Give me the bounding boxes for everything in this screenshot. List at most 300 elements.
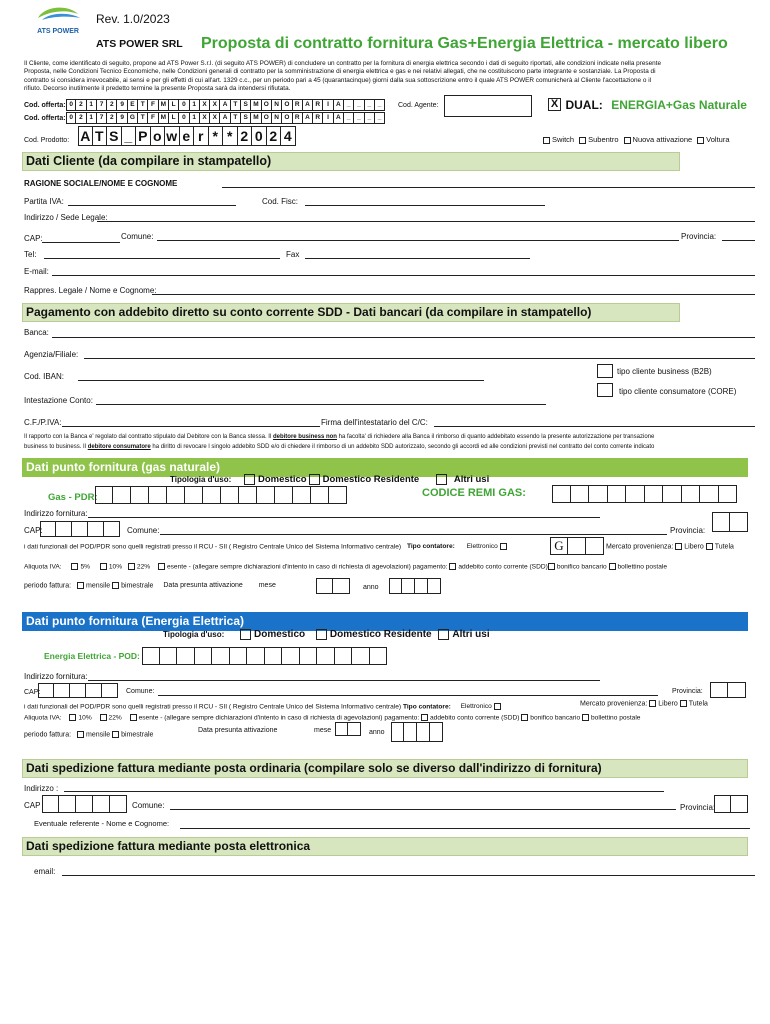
remi-cell[interactable] xyxy=(719,485,738,503)
gas-libero-checkbox[interactable] xyxy=(675,543,682,550)
section-title-cliente: Dati Cliente (da compilare in stampatello) xyxy=(26,154,272,168)
mese-cell[interactable] xyxy=(316,578,333,594)
rappres-legale-label: Rappres. Legale / Nome e Cognome: xyxy=(24,286,157,295)
pod-cell[interactable] xyxy=(300,647,318,665)
contatore-cell[interactable] xyxy=(586,537,604,555)
remi-cell[interactable] xyxy=(589,485,608,503)
gas-altri-label: Altri usi xyxy=(453,474,490,486)
gas-elettronico-label: Elettronico xyxy=(466,543,498,551)
cod-offerta-cell[interactable]: S xyxy=(241,112,251,124)
anno-cell[interactable] xyxy=(430,722,443,742)
cod-offerta-cell[interactable]: F xyxy=(148,99,158,111)
remi-cell[interactable] xyxy=(552,485,571,503)
cod-offerta-cell[interactable]: M xyxy=(251,99,261,111)
ee-bollettino-checkbox[interactable] xyxy=(582,714,589,721)
ee-provincia-label: Provincia: xyxy=(672,688,703,695)
provincia-cell[interactable] xyxy=(710,682,728,698)
fax-field[interactable] xyxy=(305,258,530,259)
ee-elettronico-checkbox[interactable] xyxy=(494,703,501,710)
cod-offerta-cell[interactable]: 1 xyxy=(190,112,200,124)
pdr-cell[interactable] xyxy=(149,486,167,504)
tel-field[interactable] xyxy=(44,258,280,259)
core-checkbox[interactable] xyxy=(597,383,613,397)
anno-cell[interactable] xyxy=(389,578,402,594)
cod-offerta-cell[interactable]: _ xyxy=(375,112,385,124)
ee-comune-field[interactable] xyxy=(158,695,658,696)
cod-offerta-cell[interactable]: A xyxy=(334,112,344,124)
section-title-gas: Dati punto fornitura (gas naturale) xyxy=(26,460,221,474)
gas-tutela-label: Tutela xyxy=(714,543,734,551)
rappres-legale-field[interactable] xyxy=(152,294,755,295)
remi-label: CODICE REMI GAS: xyxy=(422,487,526,499)
cod-prodotto-cell[interactable]: 4 xyxy=(281,126,296,146)
provincia-cell[interactable] xyxy=(730,512,748,532)
ragione-sociale-field[interactable] xyxy=(222,187,755,188)
gas-funzionali-text: i dati funzionali del POD/PDR sono quelli registrati presso il RCU - SII ( Registro Centrale Unico del Sistema Informativo centrale) xyxy=(24,543,402,551)
cod-offerta-cell[interactable]: M xyxy=(159,112,169,124)
cod-offerta-cell[interactable]: A xyxy=(220,112,230,124)
pdr-cell[interactable] xyxy=(95,486,113,504)
provincia-cell[interactable] xyxy=(731,795,748,813)
cap-label: CAP: xyxy=(24,234,43,243)
sped-provincia-cells[interactable] xyxy=(714,795,748,813)
switch-option-checkbox[interactable] xyxy=(697,137,704,144)
cod-agente-label: Cod. Agente: xyxy=(398,102,439,109)
cod-offerta-cell[interactable]: 0 xyxy=(179,99,189,111)
elettronica-email-label: email: xyxy=(34,867,56,876)
cod-offerta-cell[interactable]: _ xyxy=(354,99,364,111)
agenzia-field[interactable] xyxy=(84,358,755,359)
cod-prodotto-cells xyxy=(78,126,296,146)
gas-addebito-checkbox[interactable] xyxy=(449,563,456,570)
pod-cell[interactable] xyxy=(317,647,335,665)
section-title-elettronica: Dati spedizione fattura mediante posta elettronica xyxy=(26,839,311,853)
cod-offerta-cell[interactable]: 0 xyxy=(66,99,76,111)
sdd-note-text: business to business. Il xyxy=(24,443,88,450)
ee-mese-label: mese xyxy=(314,727,332,734)
ee-provincia-cells[interactable] xyxy=(710,682,746,698)
email-field[interactable] xyxy=(52,275,755,276)
cod-offerta-cell[interactable]: 1 xyxy=(87,99,97,111)
cod-offerta-cell[interactable]: S xyxy=(241,99,251,111)
mese-cell[interactable] xyxy=(333,578,350,594)
pdr-cell[interactable] xyxy=(311,486,329,504)
ats-power-logo-icon xyxy=(30,4,86,38)
cod-offerta-cell[interactable]: L xyxy=(169,112,179,124)
pdr-cell[interactable] xyxy=(203,486,221,504)
anno-cell[interactable] xyxy=(391,722,404,742)
pdr-cell[interactable] xyxy=(221,486,239,504)
cap-cell[interactable] xyxy=(42,795,59,813)
cod-offerta-cell[interactable]: 2 xyxy=(107,99,117,111)
cod-offerta-cell[interactable]: 9 xyxy=(117,99,127,111)
pdr-cell[interactable] xyxy=(257,486,275,504)
ee-al22-checkbox[interactable] xyxy=(100,714,107,721)
ee-al22-label: 22% xyxy=(108,714,122,722)
ee-data-attivazione-label: Data presunta attivazione xyxy=(198,727,278,734)
pod-cell[interactable] xyxy=(142,647,160,665)
gas-al10-checkbox[interactable] xyxy=(100,563,107,570)
ee-mensile-checkbox[interactable] xyxy=(77,731,84,738)
cap-cell[interactable] xyxy=(110,795,127,813)
iban-field[interactable] xyxy=(78,380,484,381)
cap-cell[interactable] xyxy=(86,683,102,698)
cod-offerta-cell[interactable]: A xyxy=(334,99,344,111)
ee-domestico-checkbox[interactable] xyxy=(240,629,251,640)
intro-line: rifiuto. Decorso inutilmente il predetto termine la presente Proposta sarà da intendersi rifiutata. xyxy=(24,85,291,93)
anno-cell[interactable] xyxy=(404,722,417,742)
pod-cell[interactable] xyxy=(335,647,353,665)
cap-cell[interactable] xyxy=(88,521,104,537)
cap-cell[interactable] xyxy=(54,683,70,698)
gas-periodo-label: periodo fattura: xyxy=(24,582,72,590)
cod-offerta-cell[interactable]: O xyxy=(262,99,272,111)
cap-cell[interactable] xyxy=(102,683,118,698)
switch-option-label: Subentro xyxy=(588,135,619,144)
cod-offerta-cell[interactable]: 2 xyxy=(107,112,117,124)
ee-bollettino-label: bollettino postale xyxy=(590,714,641,722)
remi-cells[interactable] xyxy=(552,485,737,503)
ee-tutela-checkbox[interactable] xyxy=(680,700,687,707)
pdr-cell[interactable] xyxy=(185,486,203,504)
sdd-note-emph: debitore business non xyxy=(272,434,337,440)
ee-tipologia-options xyxy=(240,629,490,640)
cod-prodotto-cell[interactable]: w xyxy=(165,126,180,146)
cod-offerta-cell[interactable]: M xyxy=(159,99,169,111)
pdr-cell[interactable] xyxy=(113,486,131,504)
switch-option-checkbox[interactable] xyxy=(543,137,550,144)
pdr-cell[interactable] xyxy=(167,486,185,504)
gas-comune-label: Comune: xyxy=(127,526,160,535)
comune-label: Comune: xyxy=(121,232,154,241)
revision: Rev. 1.0/2023 xyxy=(96,12,170,26)
ee-mercato-row xyxy=(580,700,708,707)
partita-iva-field[interactable] xyxy=(68,205,236,206)
remi-cell[interactable] xyxy=(700,485,719,503)
cod-prodotto-cell[interactable]: T xyxy=(93,126,108,146)
cf-piva-field[interactable] xyxy=(62,426,320,427)
pod-cell[interactable] xyxy=(230,647,248,665)
cod-offerta-cell[interactable]: R xyxy=(313,99,323,111)
cod-offerta-cell[interactable]: A xyxy=(220,99,230,111)
gas-elettronico-checkbox[interactable] xyxy=(500,543,507,550)
intestazione-field[interactable] xyxy=(96,404,546,405)
anno-cell[interactable] xyxy=(428,578,441,594)
pdr-cell[interactable] xyxy=(329,486,347,504)
pod-cell[interactable] xyxy=(247,647,265,665)
gas-bimestrale-checkbox[interactable] xyxy=(112,582,119,589)
ee-tutela-label: Tutela xyxy=(688,700,708,708)
gas-mensile-checkbox[interactable] xyxy=(77,582,84,589)
gas-tipologia-label: Tipologia d'uso: xyxy=(170,475,232,484)
cod-prodotto-cell[interactable]: 0 xyxy=(252,126,267,146)
cod-offerta-cell[interactable]: 0 xyxy=(179,112,189,124)
cod-prodotto-cell[interactable]: o xyxy=(151,126,166,146)
cod-offerta-cell[interactable]: 9 xyxy=(117,112,127,124)
cod-offerta-cell[interactable]: O xyxy=(262,112,272,124)
anno-cell[interactable] xyxy=(415,578,428,594)
cap-cell[interactable] xyxy=(40,521,56,537)
gas-funzionali-row xyxy=(24,543,509,550)
ee-bimestrale-checkbox[interactable] xyxy=(112,731,119,738)
sdd-note-text: ha diritto di revocare l singolo addebito SDD e/o di chiedere il rimborso di un addebito SDD autorizzato, secondo gli accordi ed alle condizioni previsti nel contratto del conto corrente indicato xyxy=(150,443,655,450)
ee-tipologia-label: Tipologia d'uso: xyxy=(163,630,225,639)
ee-domestico-res-label: Domestico Residente xyxy=(329,629,432,641)
sped-cap-cells[interactable] xyxy=(42,795,127,813)
provincia-cell[interactable] xyxy=(712,512,730,532)
pod-cell[interactable] xyxy=(177,647,195,665)
ee-periodo-row xyxy=(24,731,153,738)
provincia-cell[interactable] xyxy=(714,795,731,813)
cod-offerta-cell[interactable]: 2 xyxy=(76,99,86,111)
cap-cell[interactable] xyxy=(70,683,86,698)
ee-domestico-res-checkbox[interactable] xyxy=(316,629,327,640)
cod-offerta-cell[interactable]: T xyxy=(231,112,241,124)
ee-altri-checkbox[interactable] xyxy=(438,629,449,640)
ee-mese-cells[interactable] xyxy=(335,722,361,736)
ee-bimestrale-label: bimestrale xyxy=(121,731,154,739)
gas-data-attivazione-label: Data presunta attivazione xyxy=(163,582,243,590)
ee-bonifico-checkbox[interactable] xyxy=(521,714,528,721)
cod-offerta-cell[interactable]: R xyxy=(293,99,303,111)
intro-line: Il Cliente, come identificato di seguito, propone ad ATS Power S.r.l. (di seguito ATS POWER) di concludere un contratto per la fornitura di energia elettrica secondo i dati di seguito riportati, alle condizioni indicate nella presente xyxy=(24,60,662,67)
cod-offerta-cell[interactable]: X xyxy=(210,112,220,124)
remi-cell[interactable] xyxy=(608,485,627,503)
ee-esente-label: esente - (allegare sempre dichiarazioni d'intento in caso di richiesta di agevolazioni) xyxy=(138,714,383,722)
remi-cell[interactable] xyxy=(682,485,701,503)
provincia-field[interactable] xyxy=(722,240,755,241)
cod-offerta-cell[interactable]: O xyxy=(282,112,292,124)
cod-offerta-cell[interactable]: 1 xyxy=(190,99,200,111)
sdd-note xyxy=(24,433,754,452)
cap-cell[interactable] xyxy=(38,683,54,698)
pod-cell[interactable] xyxy=(212,647,230,665)
elettronica-email-field[interactable] xyxy=(62,875,755,876)
cf-piva-label: C.F./P.IVA: xyxy=(24,418,62,427)
cod-offerta-cell[interactable]: 7 xyxy=(97,99,107,111)
partita-iva-label: Partita IVA: xyxy=(24,197,64,206)
ee-aliquota-label: Aliquota IVA: xyxy=(24,714,62,722)
cod-offerta-cell[interactable]: O xyxy=(282,99,292,111)
firma-field[interactable] xyxy=(434,426,755,427)
cod-prodotto-cell[interactable]: * xyxy=(209,126,224,146)
cod-offerta-cells-ee xyxy=(66,99,385,111)
pdr-cell[interactable] xyxy=(275,486,293,504)
gas-al5-label: 5% xyxy=(80,563,91,571)
gas-domestico-label: Domestico xyxy=(258,474,307,486)
cod-offerta-cell[interactable]: _ xyxy=(365,99,375,111)
cap-cell[interactable] xyxy=(72,521,88,537)
cap-cell[interactable] xyxy=(93,795,110,813)
pod-cell[interactable] xyxy=(370,647,388,665)
cod-offerta-cell[interactable]: L xyxy=(169,99,179,111)
b2b-checkbox[interactable] xyxy=(597,364,613,378)
gas-al22-label: 22% xyxy=(136,563,151,571)
remi-cell[interactable] xyxy=(663,485,682,503)
ee-bonifico-label: bonifico bancario xyxy=(530,714,581,722)
ee-mercato-label: Mercato provenienza: xyxy=(580,700,648,708)
ee-cap-cells[interactable] xyxy=(38,683,118,698)
cod-offerta-cell[interactable]: A xyxy=(303,99,313,111)
cod-offerta-cell[interactable]: G xyxy=(128,112,138,124)
gas-mese-label: mese xyxy=(258,582,276,590)
pod-cell[interactable] xyxy=(352,647,370,665)
ee-al10-checkbox[interactable] xyxy=(69,714,76,721)
cod-prodotto-cell[interactable]: A xyxy=(78,126,93,146)
contatore-cell[interactable] xyxy=(568,537,586,555)
gas-mese-cells[interactable] xyxy=(316,578,350,594)
pdr-cell[interactable] xyxy=(239,486,257,504)
dual-checkbox[interactable]: X xyxy=(548,98,561,111)
dual-option[interactable] xyxy=(548,96,747,114)
ee-elettronico-label: Elettronico xyxy=(460,703,492,711)
ee-libero-label: Libero xyxy=(658,700,678,708)
cod-prodotto-cell[interactable]: 2 xyxy=(238,126,253,146)
cod-offerta-cell[interactable]: 2 xyxy=(76,112,86,124)
cod-offerta-cell[interactable]: T xyxy=(138,99,148,111)
indirizzo-sede-field[interactable] xyxy=(97,221,755,222)
comune-field[interactable] xyxy=(157,240,679,241)
anno-cell[interactable] xyxy=(402,578,415,594)
cod-offerta-cell[interactable]: 7 xyxy=(97,112,107,124)
cod-prodotto-cell[interactable]: * xyxy=(223,126,238,146)
remi-cell[interactable] xyxy=(571,485,590,503)
gas-tutela-checkbox[interactable] xyxy=(706,543,713,550)
cod-offerta-cell[interactable]: X xyxy=(200,99,210,111)
gas-domestico-res-checkbox[interactable] xyxy=(309,474,320,485)
remi-cell[interactable] xyxy=(645,485,664,503)
cap-cell[interactable] xyxy=(104,521,120,537)
sped-referente-field[interactable] xyxy=(180,828,750,829)
gas-esente-checkbox[interactable] xyxy=(158,563,165,570)
cap-cell[interactable] xyxy=(76,795,93,813)
gas-cap-cells[interactable] xyxy=(40,521,120,537)
cod-offerta-cell[interactable]: 0 xyxy=(66,112,76,124)
cap-cell[interactable] xyxy=(59,795,76,813)
cod-offerta-cell[interactable]: I xyxy=(323,99,333,111)
anno-cell[interactable] xyxy=(417,722,430,742)
cod-offerta-cell[interactable]: _ xyxy=(375,99,385,111)
cod-prodotto-cell[interactable]: S xyxy=(107,126,122,146)
gas-domestico-checkbox[interactable] xyxy=(244,474,255,485)
gas-mercato-label: Mercato provenienza: xyxy=(606,543,674,551)
remi-cell[interactable] xyxy=(626,485,645,503)
ee-addebito-checkbox[interactable] xyxy=(421,714,428,721)
pod-cell[interactable] xyxy=(195,647,213,665)
pod-cells[interactable] xyxy=(142,647,387,665)
cod-offerta-cell[interactable]: 1 xyxy=(87,112,97,124)
cod-offerta-cell[interactable]: _ xyxy=(344,112,354,124)
ee-pagamento-label: pagamento: xyxy=(384,714,420,722)
ee-esente-checkbox[interactable] xyxy=(130,714,137,721)
pod-cell[interactable] xyxy=(265,647,283,665)
switch-option-checkbox[interactable] xyxy=(624,137,631,144)
cap-cell[interactable] xyxy=(56,521,72,537)
gas-anno-cells[interactable] xyxy=(389,578,441,594)
gas-provincia-cells[interactable] xyxy=(712,512,748,532)
cod-offerta-cell[interactable]: N xyxy=(272,99,282,111)
sped-indirizzo-field[interactable] xyxy=(64,791,664,792)
sped-referente-label: Eventuale referente - Nome e Cognome: xyxy=(34,819,170,828)
cod-offerta-cell[interactable]: T xyxy=(138,112,148,124)
cod-offerta-cell[interactable]: N xyxy=(272,112,282,124)
gas-contatore-cells[interactable] xyxy=(550,537,604,555)
cod-offerta-cell[interactable]: R xyxy=(313,112,323,124)
switch-option-checkbox[interactable] xyxy=(579,137,586,144)
gas-indirizzo-field[interactable] xyxy=(88,517,600,518)
cap-field[interactable] xyxy=(42,242,120,243)
gas-addebito-label: addebito conto corrente (SDD) xyxy=(458,563,548,571)
cod-prodotto-cell[interactable]: P xyxy=(136,126,151,146)
pdr-cell[interactable] xyxy=(293,486,311,504)
switch-option-label: Voltura xyxy=(706,135,730,144)
cod-offerta-cell[interactable]: T xyxy=(231,99,241,111)
cod-offerta-cell[interactable]: F xyxy=(148,112,158,124)
pod-cell[interactable] xyxy=(160,647,178,665)
contatore-cell[interactable]: G xyxy=(550,537,568,555)
gas-mercato-row xyxy=(606,543,734,550)
sped-provincia-label: Provincia: xyxy=(680,803,716,812)
cod-offerta-cell[interactable]: X xyxy=(210,99,220,111)
ee-indirizzo-label: Indirizzo fornitura: xyxy=(24,672,88,681)
cod-offerta-cell[interactable]: I xyxy=(323,112,333,124)
cod-offerta-cell[interactable]: _ xyxy=(344,99,354,111)
cod-offerta-cell[interactable]: E xyxy=(128,99,138,111)
pod-cell[interactable] xyxy=(282,647,300,665)
cod-prodotto-cell[interactable]: r xyxy=(194,126,209,146)
ee-indirizzo-field[interactable] xyxy=(88,680,600,681)
tel-label: Tel: xyxy=(24,250,37,259)
gas-al22-checkbox[interactable] xyxy=(128,563,135,570)
svg-text:ATS POWER: ATS POWER xyxy=(37,28,79,35)
cod-prodotto-cell[interactable]: 2 xyxy=(267,126,282,146)
cod-offerta-label: Cod. offerta: xyxy=(24,102,66,109)
iban-label: Cod. IBAN: xyxy=(24,372,65,381)
gas-bollettino-checkbox[interactable] xyxy=(609,563,616,570)
gas-indirizzo-label: Indirizzo fornitura: xyxy=(24,509,88,518)
cod-prodotto-cell[interactable]: e xyxy=(180,126,195,146)
mese-cell[interactable] xyxy=(348,722,361,736)
cod-offerta-cell[interactable]: R xyxy=(293,112,303,124)
gas-bonifico-checkbox[interactable] xyxy=(548,563,555,570)
banca-field[interactable] xyxy=(52,337,755,338)
cod-offerta-cells-gas xyxy=(66,112,385,124)
mese-cell[interactable] xyxy=(335,722,348,736)
cod-offerta-cell[interactable]: _ xyxy=(354,112,364,124)
pdr-cells[interactable] xyxy=(95,486,347,504)
ee-mensile-label: mensile xyxy=(86,731,111,739)
cod-agente-field[interactable] xyxy=(444,95,532,117)
sped-comune-label: Comune: xyxy=(132,801,165,810)
sped-comune-field[interactable] xyxy=(170,809,676,810)
cod-offerta-cell[interactable]: M xyxy=(251,112,261,124)
ee-anno-cells[interactable] xyxy=(391,722,443,742)
cod-prodotto-cell[interactable]: _ xyxy=(122,126,137,146)
ee-libero-checkbox[interactable] xyxy=(649,700,656,707)
pdr-cell[interactable] xyxy=(131,486,149,504)
ee-funzionali-text: i dati funzionali del POD/PDR sono quelli registrati presso il RCU - SII ( Registro Centrale Unico del Sistema Informativo centrale) xyxy=(24,703,402,711)
gas-comune-field[interactable] xyxy=(160,534,667,535)
cod-offerta-cell[interactable]: A xyxy=(303,112,313,124)
gas-domestico-res-label: Domestico Residente xyxy=(322,474,420,486)
cod-fisc-field[interactable] xyxy=(305,205,545,206)
cod-offerta-cell[interactable]: _ xyxy=(365,112,375,124)
switch-options xyxy=(543,135,730,144)
gas-al5-checkbox[interactable] xyxy=(71,563,78,570)
cod-offerta-cell[interactable]: X xyxy=(200,112,210,124)
gas-altri-checkbox[interactable] xyxy=(436,474,447,485)
provincia-cell[interactable] xyxy=(728,682,746,698)
